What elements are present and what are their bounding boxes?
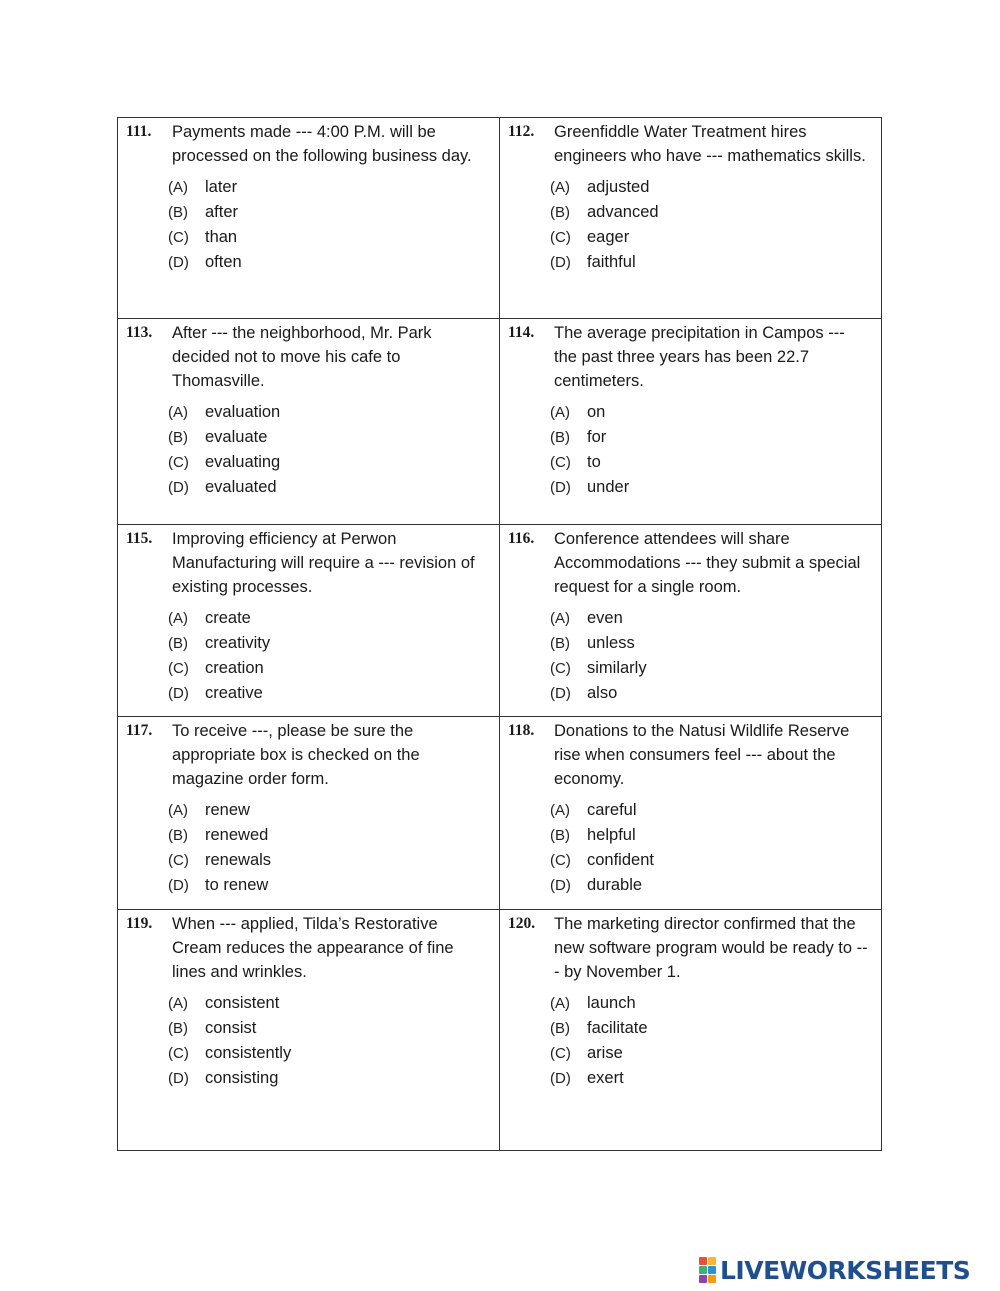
option-text: consistent: [205, 994, 280, 1012]
option-letter: (A): [550, 610, 570, 627]
option-letter: (A): [168, 610, 188, 627]
option-text: renew: [205, 801, 250, 819]
option-letter: (D): [168, 685, 189, 702]
option-text: renewed: [205, 826, 269, 844]
option-letter: (D): [168, 1070, 189, 1087]
option-text: similarly: [587, 659, 647, 677]
option-text: evaluate: [205, 428, 268, 446]
option-text: confident: [587, 851, 654, 869]
option[interactable]: [168, 1016, 491, 1041]
option[interactable]: [550, 1016, 873, 1041]
question-cell: [118, 910, 500, 1151]
option[interactable]: [550, 606, 873, 631]
options-list: [550, 991, 873, 1091]
question-number: 116.: [508, 530, 535, 547]
option-letter: (C): [550, 1045, 571, 1062]
question-text: Payments made --- 4:00 P.M. will be processed on the following business day.: [172, 123, 472, 165]
option-text: also: [587, 684, 618, 702]
option-text: creativity: [205, 634, 271, 652]
option-letter: (C): [550, 660, 571, 677]
option-letter: (B): [168, 429, 188, 446]
option-letter: (C): [168, 660, 189, 677]
option[interactable]: [168, 991, 491, 1016]
option[interactable]: [550, 848, 873, 873]
question-cell: [500, 118, 882, 319]
options-list: [168, 400, 491, 500]
question-cell: [500, 910, 882, 1151]
option-letter: (D): [550, 685, 571, 702]
option-letter: (B): [550, 429, 570, 446]
option-text: consisting: [205, 1069, 279, 1087]
option-text: adjusted: [587, 178, 650, 196]
option[interactable]: [550, 400, 873, 425]
question-number: 113.: [126, 324, 153, 341]
question-number: 118.: [508, 722, 535, 739]
question-grid: [117, 117, 882, 1151]
options-list: [168, 175, 491, 275]
option-letter: (C): [550, 852, 571, 869]
question: [508, 719, 873, 791]
question-cell: [118, 717, 500, 910]
option[interactable]: [168, 475, 491, 500]
question-text: Conference attendees will share Accommodations --- they submit a special request for a single room.: [554, 530, 861, 596]
question: [126, 120, 491, 168]
option-letter: (B): [550, 635, 570, 652]
option[interactable]: [168, 606, 491, 631]
options-list: [168, 798, 491, 898]
option-letter: (C): [168, 454, 189, 471]
option-letter: (C): [550, 454, 571, 471]
option-text: under: [587, 478, 630, 496]
option-letter: (A): [550, 179, 570, 196]
option-text: facilitate: [587, 1019, 648, 1037]
question: [508, 912, 873, 984]
question-cell: [118, 525, 500, 717]
option[interactable]: [168, 225, 491, 250]
question: [126, 912, 491, 984]
option[interactable]: [550, 475, 873, 500]
option-letter: (B): [550, 204, 570, 221]
question-number: 114.: [508, 324, 535, 341]
option-text: renewals: [205, 851, 272, 869]
option-text: creation: [205, 659, 264, 677]
option-letter: (D): [550, 479, 571, 496]
option-text: often: [205, 253, 242, 271]
option[interactable]: [168, 1041, 491, 1066]
option[interactable]: [550, 250, 873, 275]
option-letter: (B): [168, 1020, 188, 1037]
option[interactable]: [168, 400, 491, 425]
question-number: 115.: [126, 530, 153, 547]
question-text: When --- applied, Tilda’s Restorative Cream reduces the appearance of fine lines and wrinkles.: [172, 915, 454, 981]
option[interactable]: [550, 681, 873, 706]
question-text: After --- the neighborhood, Mr. Park decided not to move his cafe to Thomasville.: [172, 324, 432, 390]
option-text: even: [587, 609, 623, 627]
option[interactable]: [550, 991, 873, 1016]
liveworksheets-logo[interactable]: [699, 1256, 970, 1284]
option-letter: (B): [550, 827, 570, 844]
question: [508, 321, 873, 393]
option-text: consistently: [205, 1044, 292, 1062]
question-text: The average precipitation in Campos --- the past three years has been 22.7 centimeters.: [554, 324, 845, 390]
options-list: [168, 991, 491, 1091]
question-number: 112.: [508, 123, 535, 140]
option-text: consist: [205, 1019, 257, 1037]
option-letter: (A): [550, 802, 570, 819]
option[interactable]: [550, 450, 873, 475]
option[interactable]: [168, 656, 491, 681]
option-text: careful: [587, 801, 637, 819]
option-text: for: [587, 428, 607, 446]
option[interactable]: [168, 848, 491, 873]
question-number: 119.: [126, 915, 153, 932]
option-text: exert: [587, 1069, 624, 1087]
question-text: Greenfiddle Water Treatment hires engineers who have --- mathematics skills.: [554, 123, 866, 165]
options-list: [550, 400, 873, 500]
question-cell: [118, 118, 500, 319]
question-number: 111.: [126, 123, 152, 140]
logo-blocks-icon: [699, 1257, 716, 1283]
question-text: To receive ---, please be sure the appropriate box is checked on the magazine order form.: [172, 722, 420, 788]
option-letter: (A): [550, 404, 570, 421]
question-cell: [500, 525, 882, 717]
option-text: launch: [587, 994, 636, 1012]
option-text: evaluation: [205, 403, 281, 421]
option-letter: (B): [168, 827, 188, 844]
question-cell: [500, 717, 882, 910]
option[interactable]: [168, 450, 491, 475]
options-list: [168, 606, 491, 706]
option-text: advanced: [587, 203, 659, 221]
option-letter: (B): [168, 635, 188, 652]
option-letter: (A): [168, 995, 188, 1012]
question: [126, 527, 491, 599]
option-text: to: [587, 453, 601, 471]
option-letter: (A): [168, 802, 188, 819]
option-text: arise: [587, 1044, 623, 1062]
option-text: on: [587, 403, 606, 421]
option[interactable]: [168, 873, 491, 898]
question: [508, 120, 873, 168]
question-number: 120.: [508, 915, 536, 932]
option-letter: (D): [168, 479, 189, 496]
option-text: after: [205, 203, 239, 221]
option-text: creative: [205, 684, 263, 702]
option[interactable]: [550, 873, 873, 898]
question-cell: [118, 319, 500, 525]
option[interactable]: [550, 175, 873, 200]
option[interactable]: [168, 250, 491, 275]
question: [126, 321, 491, 393]
option-letter: (D): [550, 877, 571, 894]
question-number: 117.: [126, 722, 153, 739]
option-text: evaluating: [205, 453, 281, 471]
option[interactable]: [550, 200, 873, 225]
option-text: unless: [587, 634, 635, 652]
option[interactable]: [168, 823, 491, 848]
question-cell: [500, 319, 882, 525]
option[interactable]: [550, 225, 873, 250]
option[interactable]: [550, 798, 873, 823]
option[interactable]: [550, 425, 873, 450]
option-letter: (C): [168, 852, 189, 869]
question: [126, 719, 491, 791]
option-text: create: [205, 609, 251, 627]
option-letter: (B): [168, 204, 188, 221]
option[interactable]: [168, 175, 491, 200]
option[interactable]: [168, 425, 491, 450]
option-letter: (A): [168, 404, 188, 421]
question-text: Donations to the Natusi Wildlife Reserve rise when consumers feel --- about the economy.: [554, 722, 850, 788]
option-text: faithful: [587, 253, 636, 271]
option-text: than: [205, 228, 238, 246]
option-letter: (B): [550, 1020, 570, 1037]
option[interactable]: [550, 1066, 873, 1091]
option-letter: (C): [168, 229, 189, 246]
options-list: [550, 175, 873, 275]
option-letter: (D): [550, 254, 571, 271]
option-text: evaluated: [205, 478, 277, 496]
option[interactable]: [168, 681, 491, 706]
option-text: helpful: [587, 826, 636, 844]
option[interactable]: [168, 1066, 491, 1091]
option[interactable]: [168, 200, 491, 225]
question: [508, 527, 873, 599]
option-letter: (D): [168, 877, 189, 894]
option-text: durable: [587, 876, 643, 894]
option[interactable]: [550, 823, 873, 848]
question-text: The marketing director confirmed that the new software program would be ready to --- by November 1.: [554, 915, 868, 981]
option-text: later: [205, 178, 238, 196]
option-letter: (C): [550, 229, 571, 246]
question-text: Improving efficiency at Perwon Manufacturing will require a --- revision of existing processes.: [172, 530, 475, 596]
option-letter: (A): [168, 179, 188, 196]
option-letter: (A): [550, 995, 570, 1012]
option-letter: (D): [550, 1070, 571, 1087]
logo-text: LIVEWORKSHEETS: [720, 1255, 971, 1285]
option-text: to renew: [205, 876, 269, 894]
option[interactable]: [550, 631, 873, 656]
option[interactable]: [550, 1041, 873, 1066]
option-letter: (C): [168, 1045, 189, 1062]
option[interactable]: [168, 631, 491, 656]
option-text: eager: [587, 228, 630, 246]
option[interactable]: [168, 798, 491, 823]
options-list: [550, 606, 873, 706]
option-letter: (D): [168, 254, 189, 271]
option[interactable]: [550, 656, 873, 681]
options-list: [550, 798, 873, 898]
